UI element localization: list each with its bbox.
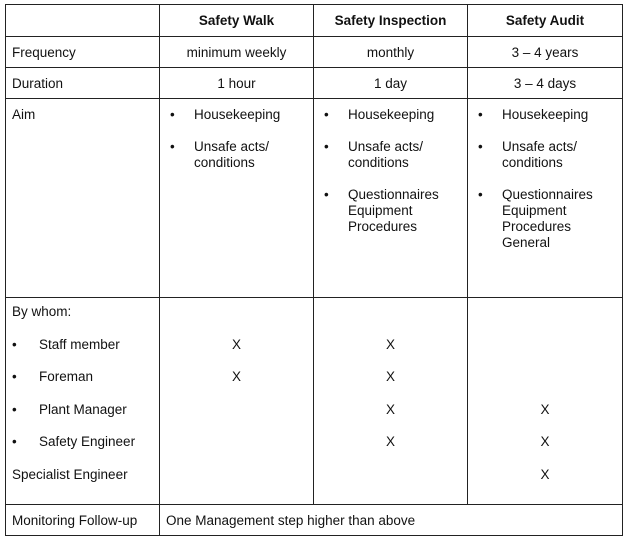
safety-comparison-table	[5, 4, 623, 536]
by-whom-walk	[160, 298, 314, 505]
aim-audit-list	[474, 107, 616, 251]
role-foreman: Foreman	[39, 369, 94, 384]
frequency-walk: minimum weekly	[160, 37, 314, 68]
header-safety-inspection: Safety Inspection	[314, 5, 468, 37]
role-plant-manager: Plant Manager	[39, 401, 127, 417]
mark-audit-specialist: X	[540, 466, 550, 482]
bullet-icon: •	[324, 107, 329, 122]
header-safety-audit: Safety Audit	[468, 5, 623, 37]
bullet-icon: •	[478, 107, 483, 122]
header-empty	[6, 5, 160, 37]
mark-audit-plant: X	[540, 401, 550, 417]
list-item: • Housekeeping	[170, 107, 281, 122]
mark-inspection-plant: X	[385, 401, 395, 417]
bullet-icon: •	[12, 369, 17, 384]
aim-walk-list	[166, 107, 307, 171]
list-item: • Housekeeping	[478, 107, 589, 122]
mark-inspection-foreman: X	[385, 369, 395, 384]
list-item: • Unsafe acts/ conditions	[170, 139, 270, 170]
aim-audit	[468, 99, 623, 298]
bullet-icon: •	[12, 434, 17, 449]
duration-label: Duration	[6, 68, 160, 99]
frequency-inspection: monthly	[314, 37, 468, 68]
bullet-icon: •	[478, 139, 483, 154]
by-whom-cell	[6, 298, 160, 505]
duration-inspection: 1 day	[314, 68, 468, 99]
mark-walk-foreman: X	[231, 369, 241, 384]
role-staff-member: Staff member	[39, 336, 120, 352]
bullet-icon: •	[12, 336, 17, 352]
bullet-icon: •	[324, 187, 329, 202]
list-item: • Unsafe acts/ conditions	[478, 139, 578, 170]
mark-walk-staff: X	[231, 336, 241, 352]
mark-inspection-specialist	[320, 467, 461, 500]
list-item: • Unsafe acts/ conditions	[324, 139, 424, 170]
list-item: • Questionnaires Equipment Procedures	[324, 187, 439, 234]
frequency-label: Frequency	[6, 37, 160, 68]
bullet-icon: •	[170, 139, 175, 154]
bullet-icon: •	[170, 107, 175, 122]
by-whom-label: By whom:	[12, 304, 72, 319]
list-item: • Housekeeping	[324, 107, 435, 122]
duration-walk: 1 hour	[160, 68, 314, 99]
by-whom-inspection	[314, 298, 468, 505]
monitoring-value: One Management step higher than above	[160, 505, 623, 536]
bullet-icon: •	[12, 401, 17, 417]
header-safety-walk: Safety Walk	[160, 5, 314, 37]
mark-walk-specialist	[166, 467, 307, 500]
mark-inspection-safety: X	[385, 434, 395, 449]
bullet-icon: •	[324, 139, 329, 154]
mark-inspection-staff: X	[385, 336, 395, 352]
role-safety-engineer: Safety Engineer	[39, 434, 136, 449]
frequency-audit: 3 – 4 years	[468, 37, 623, 68]
by-whom-audit	[468, 298, 623, 505]
list-item: • Questionnaires Equipment Procedures General	[478, 187, 593, 250]
aim-label: Aim	[6, 99, 160, 298]
aim-inspection	[314, 99, 468, 298]
mark-walk-safety	[166, 434, 307, 467]
mark-audit-foreman	[474, 369, 616, 402]
mark-walk-plant	[166, 402, 307, 435]
bullet-icon: •	[478, 187, 483, 202]
monitoring-label: Monitoring Follow-up	[6, 505, 160, 536]
mark-audit-safety: X	[540, 434, 550, 449]
mark-audit-staff	[474, 337, 616, 370]
aim-inspection-list	[320, 107, 461, 235]
aim-walk	[160, 99, 314, 298]
duration-audit: 3 – 4 days	[468, 68, 623, 99]
role-specialist-engineer: Specialist Engineer	[12, 466, 128, 482]
